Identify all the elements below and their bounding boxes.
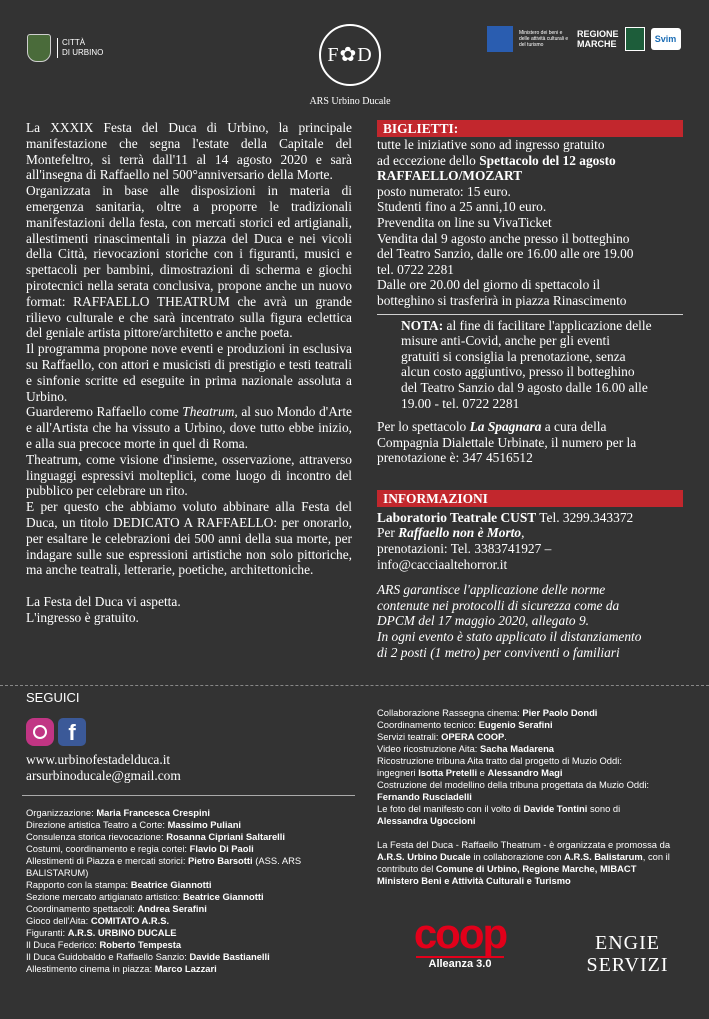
credit-row: [26, 915, 356, 927]
credit-name: Alessandra Ugoccioni: [377, 815, 476, 826]
closing-line-2: L'ingresso è gratuito.: [26, 609, 139, 625]
credit-name: Flavio Di Paoli: [189, 843, 254, 854]
website-link[interactable]: www.urbinofestadelduca.it: [26, 752, 171, 767]
credit-name: Eugenio Serafini: [478, 719, 553, 730]
credit-name: Maria Francesca Crespini: [96, 807, 210, 818]
credit-row: [26, 831, 356, 843]
credit-label: Figuranti:: [26, 927, 68, 938]
credit-label: Allestimento cinema in piazza:: [26, 963, 155, 974]
credit-row: [377, 803, 687, 815]
info-line: prenotazioni: Tel. 3383741927 –: [377, 541, 552, 557]
spagnara-c: a cura della: [541, 419, 607, 435]
nota-line: del Teatro Sanzio dal 9 agosto dalle 16.00 alle: [401, 379, 648, 395]
credit-label: sono di: [587, 803, 621, 814]
credit-row: Costruzione del modellino della tribuna progettata da Muzio Oddi:: [377, 779, 650, 790]
credit-label: Sezione mercato artigianato artistico:: [26, 891, 183, 902]
credit-label: Collaborazione Rassegna cinema:: [377, 707, 523, 718]
biglietti-heading: BIGLIETTI:: [377, 120, 683, 137]
urbino-line1: CITTÀ: [62, 38, 86, 47]
organizer-text: in collaborazione con: [470, 851, 565, 862]
closing-line-1: La Festa del Duca vi aspetta.: [26, 594, 181, 610]
biglietti-line: Studenti fino a 25 anni,10 euro.: [377, 199, 547, 215]
ars-notice-line: In ogni evento è stato applicato il distanziamento: [377, 629, 642, 645]
biglietti-line: botteghino si trasferirà in piazza Rinascimento: [377, 292, 627, 308]
credit-label: Costumi, coordinamento e regia cortei:: [26, 843, 190, 854]
facebook-icon[interactable]: f: [58, 718, 86, 746]
email-link[interactable]: arsurbinoducale@gmail.com: [26, 768, 181, 783]
organizer-name: Ministero Beni e Attività Culturali e Turismo: [377, 875, 571, 886]
organizer-name: A.R.S. Balistarum: [564, 851, 643, 862]
credit-name: A.R.S. URBINO DUCALE: [67, 927, 177, 938]
biglietti-show-title: RAFFAELLO/MOZART: [377, 168, 523, 184]
regione-marche-logo: [577, 29, 619, 49]
credit-row: [26, 951, 356, 963]
credit-row: [26, 927, 356, 939]
partner-logos: [487, 26, 681, 52]
credit-label: Coordinamento tecnico:: [377, 719, 479, 730]
credit-name: Alessandro Magi: [487, 767, 563, 778]
credits-divider: [22, 795, 355, 796]
credit-label: Video ricostruzione Aita:: [377, 743, 481, 754]
coop-subtitle: Alleanza 3.0: [416, 956, 504, 970]
ars-notice-line: di 2 posti (1 metro) per conviventi o familiari: [377, 644, 620, 660]
credit-extra: (ASS. ARS BALISTARUM): [26, 855, 302, 878]
nota-box: [377, 314, 683, 412]
credit-row: [26, 843, 356, 855]
spagnara-line: [377, 419, 683, 435]
regione-line1: REGIONE: [577, 29, 619, 39]
intro-text: [26, 120, 352, 626]
credit-label: Servizi teatrali:: [377, 731, 442, 742]
organizer-line: [377, 851, 687, 863]
coop-wordmark: coop: [413, 910, 507, 957]
info-line: [377, 510, 683, 526]
nota-line: 19.00 - tel. 0722 2281: [401, 395, 520, 411]
organizer-name: Comune di Urbino, Regione Marche, MIBACT: [435, 863, 637, 874]
credit-name: Davide Bastianelli: [189, 951, 270, 962]
biglietti-line: posto numerato: 15 euro.: [377, 183, 511, 199]
intro-paragraph-6: E per questo che abbiamo voluto abbinare alla Festa del Duca, un titolo DEDICATO A RAFFAELLO: per onorarlo, per esaltare le celebrazioni dei 500 anni della sua morte, per indagare sulle sue espressioni artistiche non solo pittoriche, ma anche teatrali, letterarie, poetiche, architettoniche.: [26, 499, 352, 578]
urbino-crest-icon: [27, 34, 51, 62]
p4-italic: Theatrum: [182, 404, 235, 420]
instagram-icon[interactable]: [26, 718, 54, 746]
spagnara-line-2: Compagnia Dialettale Urbinate, il numero per la: [377, 434, 637, 450]
credits-left: [26, 807, 356, 975]
credit-name: Beatrice Giannotti: [130, 879, 212, 890]
p4-text-b: , al suo Mondo d'Arte e all'Artista che ha vissuto a Urbino, dove tutto ebbe inizio, e alla sua precoce morte in quel di Roma.: [26, 404, 352, 451]
credit-name: Andrea Serafini: [137, 903, 207, 914]
credit-label: Consulenza storica rievocazione:: [26, 831, 167, 842]
credit-row: [26, 879, 356, 891]
intro-paragraph-2: Organizzata in base alle disposizioni in materia di emergenza sanitaria, oltre a proporre le tradizionali manifestazioni della festa, con mercati storici ed artigianali, allestimenti rinascimentali in piazza del Duca e nei vicoli della Città, rievocazioni storiche con i figuranti, musici e spettacoli per bambini, dimostrazioni di scherma e giochi pirotecnici nella serata conclusiva, propone anche un nuovo format: RAFFAELLO THEATRUM che avrà un grande rilievo culturale e che sarà incentrato sulla figura eclettica del geniale artista pittore/architetto e anche poeta.: [26, 183, 352, 341]
biglietti-line: Vendita dal 9 agosto anche presso il botteghino: [377, 230, 630, 246]
info-cust-tel: Tel. 3299.343372: [536, 509, 634, 525]
festa-duca-logo: [319, 24, 381, 86]
nota-line: gratuiti si consiglia la prenotazione, senza: [401, 348, 626, 364]
credit-row: [26, 891, 356, 903]
regione-badge-icon: [625, 27, 645, 51]
info-show-title: Raffaello non è Morto: [398, 525, 522, 541]
credit-label: Il Duca Federico:: [26, 939, 100, 950]
nota-text-1: al fine di facilitare l'applicazione delle: [443, 317, 652, 333]
info-cust: Laboratorio Teatrale CUST: [377, 509, 537, 525]
nota-line: alcun costo aggiuntivo, presso il botteghino: [401, 364, 635, 380]
biglietti-l2-a: ad eccezione dello: [377, 152, 480, 168]
engie-line2: SERVIZI: [586, 954, 669, 976]
credit-label: Coordinamento spettacoli:: [26, 903, 138, 914]
credit-name: Fernando Rusciadelli: [377, 791, 472, 802]
biglietti-l2-b: Spettacolo del 12 agosto: [479, 152, 616, 168]
credit-name: Beatrice Giannotti: [182, 891, 264, 902]
info-line: [377, 525, 683, 541]
credit-label: Gioco dell'Aita:: [26, 915, 91, 926]
engie-line1: ENGIE: [595, 932, 660, 954]
p4-text-a: Guarderemo Raffaello come: [26, 404, 183, 420]
credit-row: [377, 767, 687, 779]
spagnara-line-3: prenotazione è: 347 4516512: [377, 450, 533, 466]
credit-name: Sacha Madarena: [480, 743, 555, 754]
credit-label: Le foto del manifesto con il volto di: [377, 803, 524, 814]
credit-row: [377, 743, 687, 755]
credits-right: [377, 707, 687, 887]
credit-name: Roberto Tempesta: [99, 939, 182, 950]
intro-paragraph-5: Theatrum, come visione d'insieme, osservazione, attraverso linguaggi espressivi molteplici, come luogo di incontro del pubblico per celebrare un rito.: [26, 451, 352, 499]
citta-di-urbino-logo: [27, 34, 103, 62]
organizer-line: [377, 863, 687, 875]
mibact-logo-icon: [487, 26, 513, 52]
mibact-text: Ministero dei beni e delle attività culturali e del turismo: [519, 30, 569, 48]
spagnara-a: Per lo spettacolo: [377, 419, 470, 435]
nota-line: misure anti-Covid, anche per gli eventi: [401, 333, 610, 349]
section-divider: [0, 685, 709, 686]
nota-label: NOTA:: [401, 317, 444, 333]
contact-links: [26, 752, 181, 784]
credit-row: [26, 807, 356, 819]
biglietti-line: Prevendita on line su VivaTicket: [377, 214, 552, 230]
biglietti-line: [377, 153, 683, 169]
urbino-line2: DI URBINO: [62, 48, 104, 57]
tickets-info-column: [377, 120, 683, 660]
engie-logo: [570, 932, 685, 976]
credit-row: [26, 939, 356, 951]
intro-paragraph-3: Il programma propone nove eventi e produzioni in esclusiva su Raffaello, con attori e musicisti di prestigio e testi teatrali e sinfonie scritte ed eseguite in prima nazionale assoluta a Urbino.: [26, 341, 352, 404]
credit-row: [377, 707, 687, 719]
regione-line2: MARCHE: [577, 39, 617, 49]
ars-notice-line: contenute nei protocolli di sicurezza come da: [377, 597, 620, 613]
credit-name: Massimo Puliani: [167, 819, 242, 830]
ars-notice-line: DPCM del 17 maggio 2020, allegato 9.: [377, 613, 590, 629]
info-comma: ,: [521, 525, 525, 541]
credit-row: Ricostruzione tribuna Aita tratto dal progetto di Muzio Oddi:: [377, 755, 622, 766]
credit-label: e: [477, 767, 488, 778]
credit-row: [26, 903, 356, 915]
social-icons: [26, 718, 86, 746]
credit-name: Isotta Pretelli: [418, 767, 478, 778]
intro-paragraph-1: La XXXIX Festa del Duca di Urbino, la principale manifestazione che segna l'estate della Capitale del Montefeltro, si terrà dall'11 al 14 agosto 2020 e sarà all'insegna di Raffaello nel 500°anniversario della Morte.: [26, 120, 352, 183]
credit-row: [26, 855, 356, 879]
credit-row: [26, 819, 356, 831]
credit-row: [26, 963, 356, 975]
credit-row: [377, 731, 687, 743]
biglietti-line: tel. 0722 2281: [377, 261, 454, 277]
seguici-heading: SEGUICI: [26, 690, 80, 705]
credit-label: Direzione artistica Teatro a Corte:: [26, 819, 168, 830]
credit-name: Davide Tontini: [523, 803, 588, 814]
ars-notice-line: ARS garantisce l'applicazione delle norme: [377, 582, 606, 598]
credit-name: COMITATO A.R.S.: [90, 915, 170, 926]
organizer-text: , con il: [642, 851, 670, 862]
credit-label: ingegneri: [377, 767, 419, 778]
credit-row: [377, 719, 687, 731]
svim-logo: Svim: [651, 28, 681, 50]
info-email: info@cacciaaltehorror.it: [377, 556, 508, 572]
info-per: Per: [377, 525, 399, 541]
credit-label: Organizzazione:: [26, 807, 97, 818]
fd-logo-text: F✿D: [327, 44, 373, 66]
urbino-logo-text: [57, 38, 103, 58]
biglietti-line: Dalle ore 20.00 del giorno di spettacolo il: [377, 277, 601, 293]
biglietti-line: del Teatro Sanzio, dalle ore 16.00 alle ore 19.00: [377, 246, 634, 262]
credit-label: Allestimenti di Piazza e mercati storici:: [26, 855, 189, 866]
nota-line: [401, 318, 683, 334]
credit-punct: .: [504, 731, 507, 742]
credit-label: Il Duca Guidobaldo e Raffaello Sanzio:: [26, 951, 190, 962]
organizer-name: A.R.S. Urbino Ducale: [377, 851, 471, 862]
credit-name: Pier Paolo Dondi: [522, 707, 598, 718]
informazioni-heading: INFORMAZIONI: [377, 490, 683, 507]
credit-label: Rapporto con la stampa:: [26, 879, 131, 890]
organizer-text: contributo del: [377, 863, 436, 874]
coop-logo: [410, 912, 510, 970]
biglietti-line: tutte le iniziative sono ad ingresso gratuito: [377, 137, 605, 152]
credit-name: Marco Lazzari: [154, 963, 217, 974]
credit-name: Pietro Barsotti: [188, 855, 253, 866]
intro-paragraph-4: [26, 404, 352, 451]
spagnara-title: La Spagnara: [469, 419, 542, 435]
organizer-line: La Festa del Duca - Raffaello Theatrum - è organizzata e promossa da: [377, 839, 671, 850]
ars-name: ARS Urbino Ducale: [309, 96, 391, 107]
credit-name: OPERA COOP: [441, 731, 505, 742]
credit-name: Rosanna Cipriani Saltarelli: [166, 831, 285, 842]
